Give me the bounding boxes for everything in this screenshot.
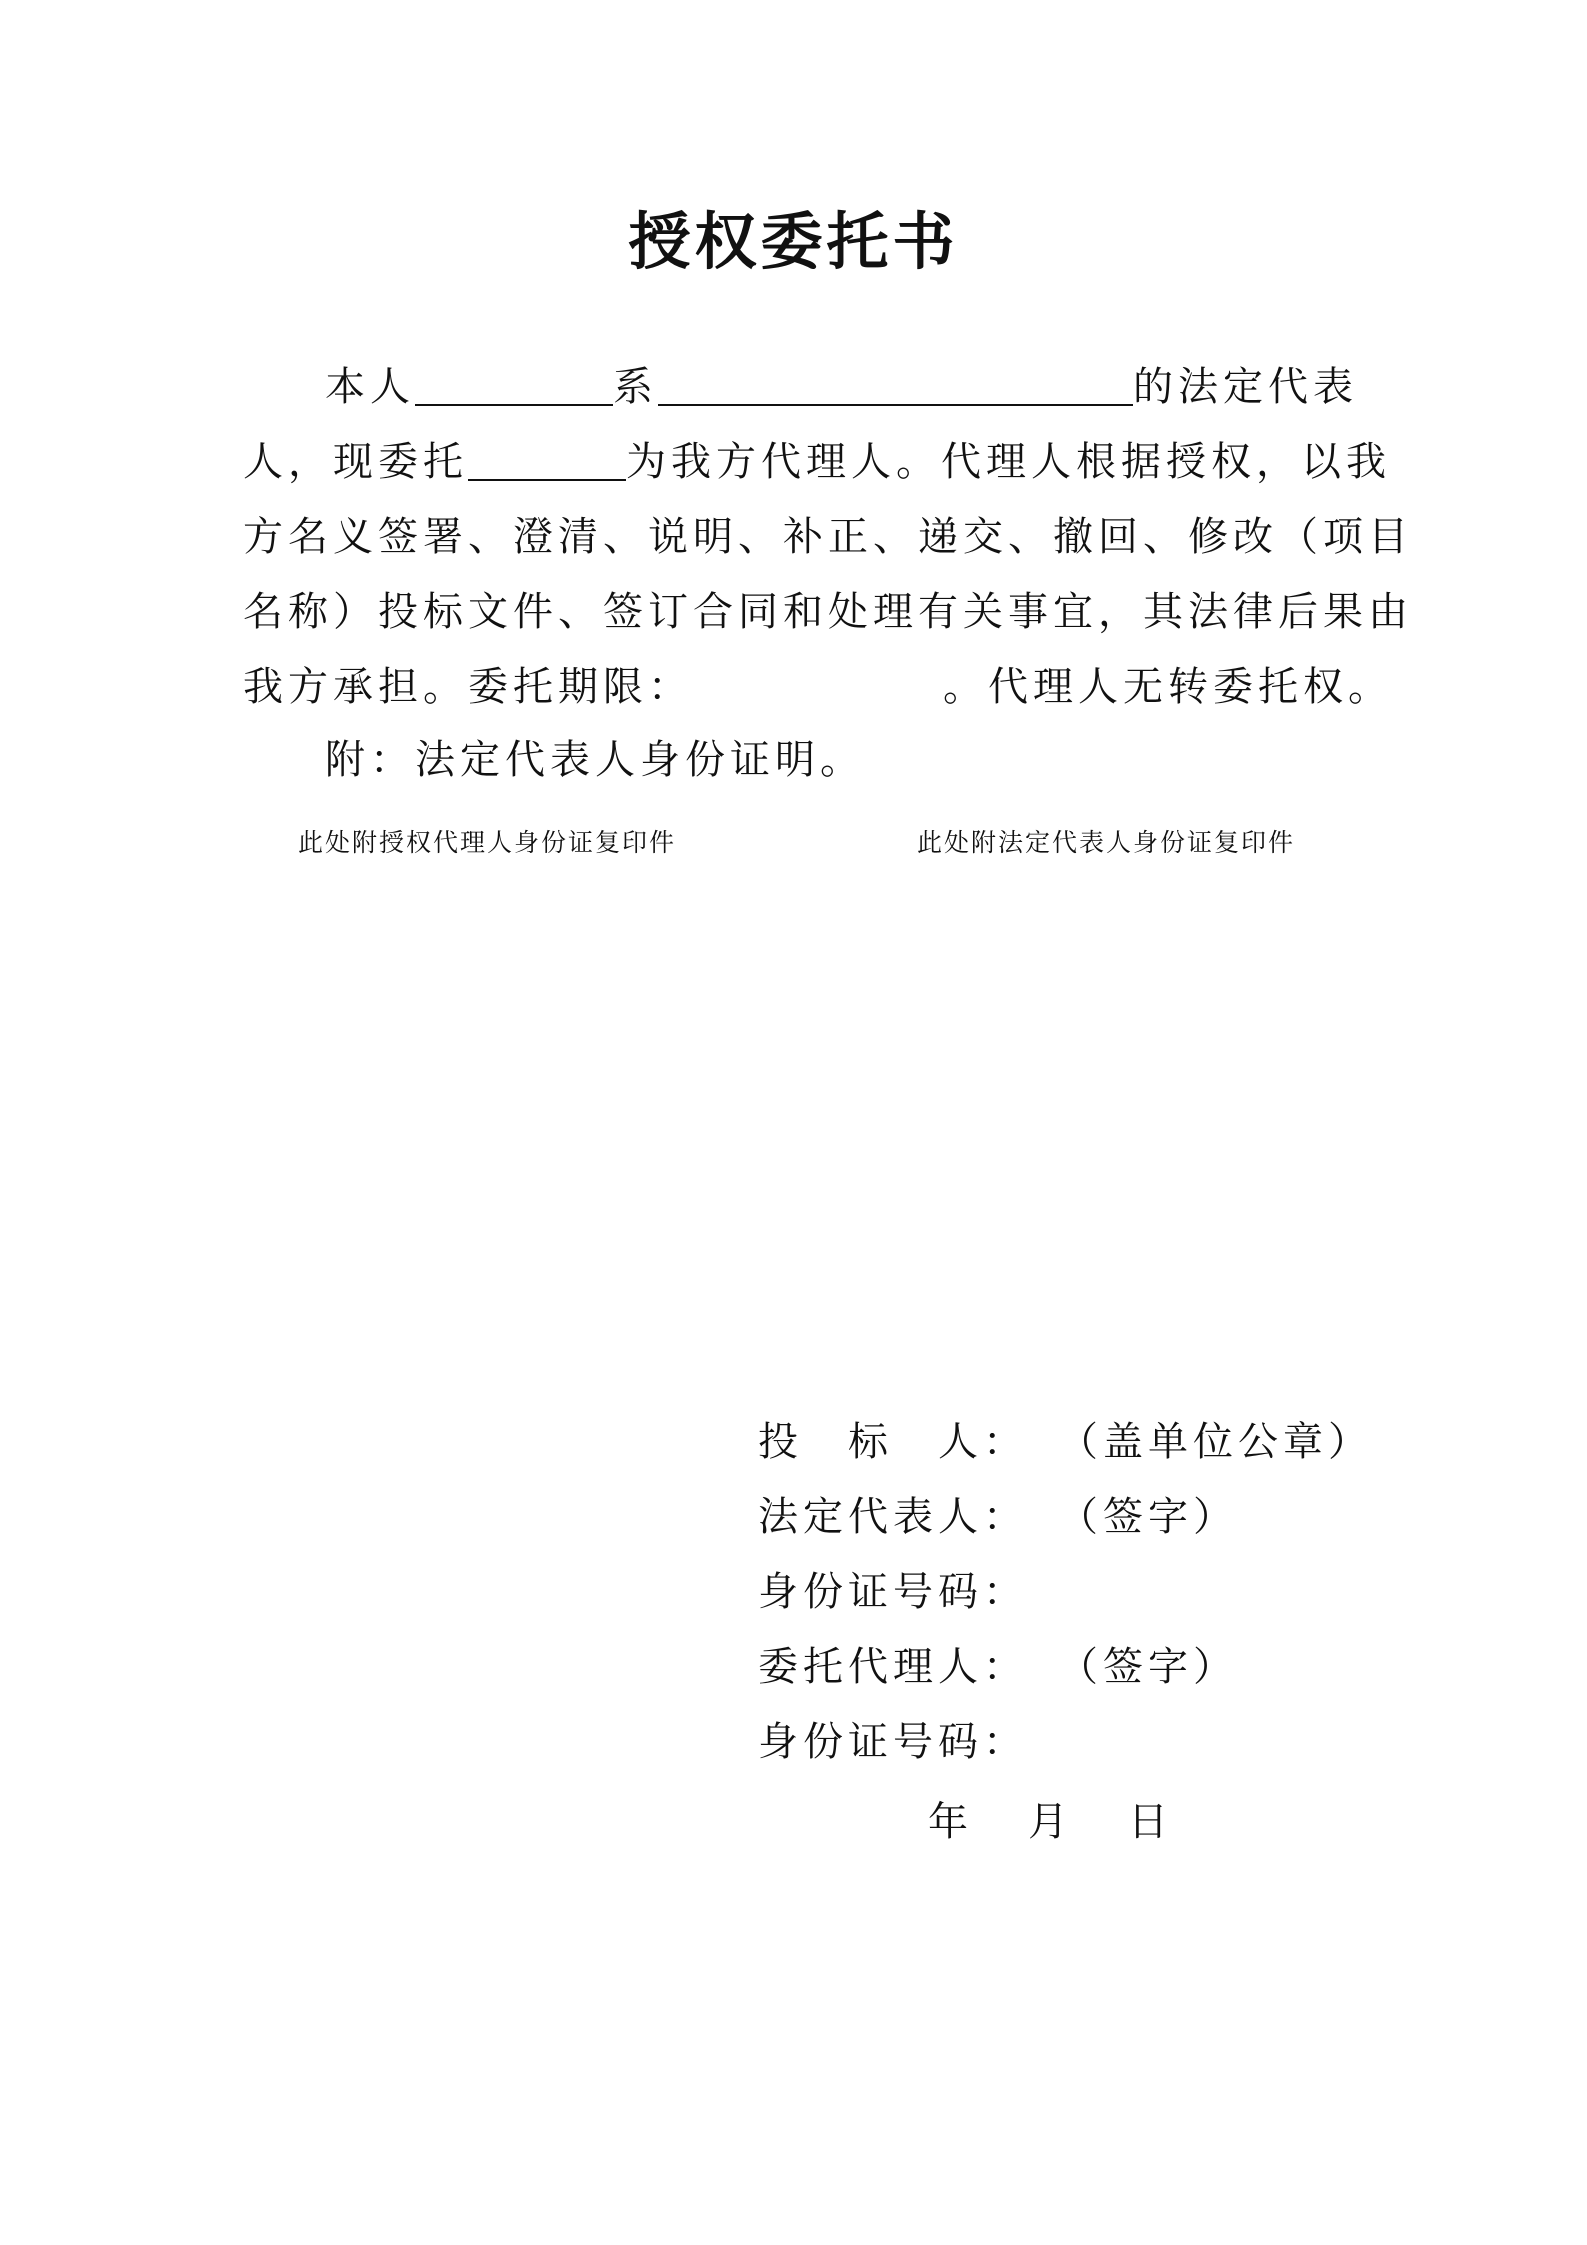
line5-prefix: 我方承担。委托期限： — [243, 664, 693, 710]
line2-prefix: 人，现委托 — [243, 439, 468, 485]
id-number-row-2 — [758, 1710, 1058, 1767]
agent-row — [758, 1635, 1238, 1692]
date-day: 日 — [1128, 1799, 1168, 1845]
paragraph-line-3: 方名义签署、澄清、说明、补正、递交、撤回、修改（项目 — [243, 514, 1413, 560]
principal-name-blank[interactable] — [415, 360, 613, 406]
legal-rep-label: 法定代表人： — [758, 1494, 1028, 1540]
date-year: 年 — [928, 1799, 968, 1845]
date-line — [928, 1790, 1168, 1847]
bidder-label: 投 标 人： — [758, 1419, 1028, 1465]
agent-signature-field[interactable]: （签字） — [1058, 1644, 1238, 1690]
bidder-seal-field[interactable]: （盖单位公章） — [1058, 1419, 1373, 1465]
authorization-paragraph — [243, 350, 1413, 725]
id-number-label-2: 身份证号码： — [758, 1719, 1028, 1765]
line1-prefix: 本人 — [325, 364, 415, 410]
id-number-label-1: 身份证号码： — [758, 1569, 1028, 1615]
legal-rep-id-copy-placeholder: 此处附法定代表人身份证复印件 — [917, 828, 1296, 857]
date-month: 月 — [1028, 1799, 1068, 1845]
line2-suffix: 为我方代理人。代理人根据授权，以我 — [626, 439, 1391, 485]
legal-rep-signature-field[interactable]: （签字） — [1058, 1494, 1238, 1540]
paragraph-line-1 — [243, 350, 1358, 425]
line1-suffix: 的法定代表 — [1133, 364, 1358, 410]
paragraph-line-5 — [243, 650, 1393, 725]
paragraph-line-2 — [243, 425, 1391, 500]
agent-id-copy-placeholder: 此处附授权代理人身份证复印件 — [298, 828, 677, 857]
agent-name-blank[interactable] — [468, 435, 626, 481]
company-name-blank[interactable] — [658, 360, 1133, 406]
line1-mid: 系 — [613, 364, 658, 410]
document-title: 授权委托书 — [628, 205, 959, 278]
agent-label: 委托代理人： — [758, 1644, 1028, 1690]
line5-suffix: 。代理人无转委托权。 — [943, 664, 1393, 710]
bidder-row — [758, 1410, 1373, 1467]
legal-rep-row — [758, 1485, 1238, 1542]
paragraph-line-4: 名称）投标文件、签订合同和处理有关事宜，其法律后果由 — [243, 589, 1413, 635]
id-number-row-1 — [758, 1560, 1058, 1617]
attachment-note: 附：法定代表人身份证明。 — [325, 737, 865, 783]
